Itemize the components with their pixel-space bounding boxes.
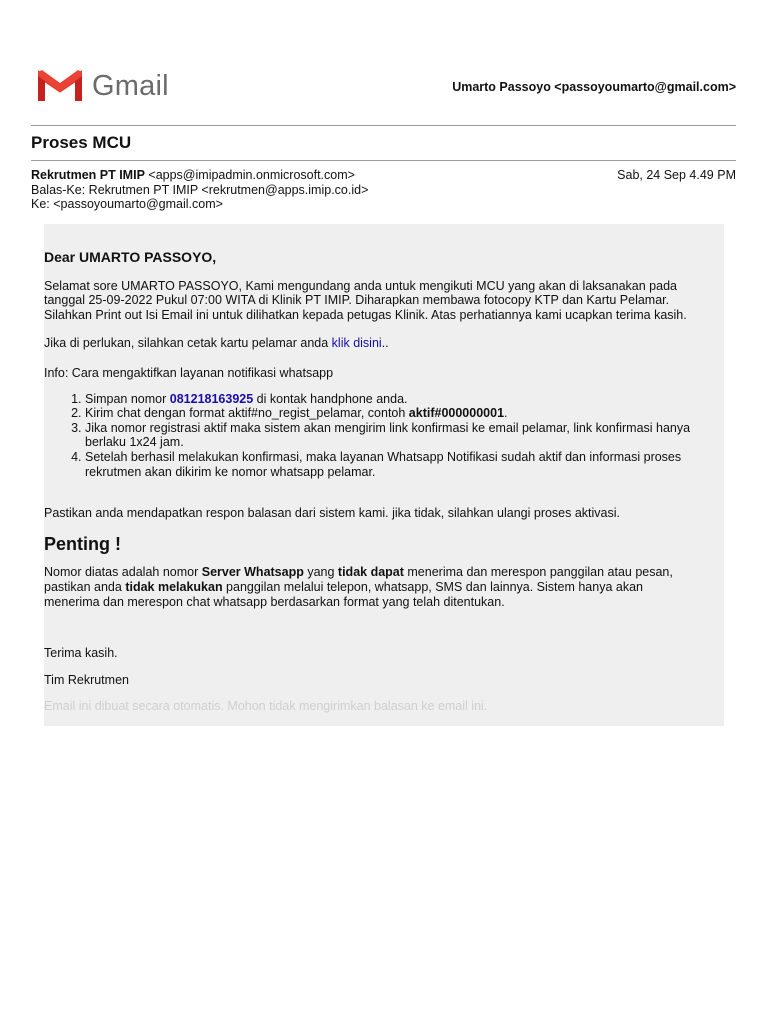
warning-text: yang [303, 565, 338, 580]
warning-bold: tidak dapat [337, 565, 404, 580]
paragraph-line: Selamat sore UMARTO PASSOYO, Kami mengundang anda untuk mengikuti MCU yang akan di laksanakan pada [44, 278, 677, 293]
step-text: Setelah berhasil melakukan konfirmasi, maka layanan Whatsapp Notifikasi sudah aktif dan informasi proses [85, 449, 682, 464]
activation-steps [44, 392, 724, 480]
gmail-wordmark: Gmail [92, 70, 169, 102]
step-item [85, 450, 724, 479]
paragraph-line: Silahkan Print out Isi Email ini untuk dilihatkan kepada petugas Klinik. Atas perhatiannya kami ucapkan terima kasih. [44, 307, 687, 322]
email-header [31, 168, 736, 212]
sender-address[interactable]: <apps@imipadmin.onmicrosoft.com> [148, 168, 355, 182]
step-text: rekrutmen akan dikirim ke nomor whatsapp pelamar. [85, 464, 376, 479]
email-body [44, 250, 724, 714]
step-item [85, 421, 724, 450]
step-text: . [504, 406, 508, 421]
divider [31, 125, 736, 126]
step-text: berlaku 1x24 jam. [85, 435, 184, 450]
step-text: Simpan nomor [85, 391, 170, 406]
email-date: Sab, 24 Sep 4.49 PM [617, 168, 736, 182]
warning-text: menerima dan merespon panggilan atau pesan, [403, 565, 673, 580]
step-item [85, 406, 724, 421]
step-text: Kirim chat dengan format aktif#no_regist_pelamar, contoh [85, 406, 409, 421]
sender-name[interactable]: Rekrutmen PT IMIP [31, 168, 145, 182]
signature: Tim Rekrutmen [44, 672, 129, 687]
print-card-text: Jika di perlukan, silahkan cetak kartu pelamar anda [44, 336, 332, 351]
recipient: Ke: <passoyoumarto@gmail.com> [31, 197, 223, 211]
print-card-suffix: .. [381, 336, 389, 351]
warning-paragraph [44, 565, 724, 609]
step-text: di kontak handphone anda. [253, 391, 408, 406]
gmail-logo[interactable] [38, 70, 169, 102]
whatsapp-number-link[interactable]: 081218163925 [169, 391, 254, 406]
warning-text: pastikan anda [44, 579, 126, 594]
divider [31, 160, 736, 161]
warning-text: panggilan melalui telepon, whatsapp, SMS dan lainnya. Sistem hanya akan [222, 579, 643, 594]
sender-row [31, 168, 736, 183]
email-subject: Proses MCU [31, 133, 132, 152]
step-item [85, 392, 724, 407]
greeting: Dear UMARTO PASSOYO, [44, 249, 217, 265]
print-card-line [44, 336, 724, 351]
auto-generated-note: Email ini dibuat secara otomatis. Mohon tidak mengirimkan balasan ke email ini. [44, 699, 488, 714]
warning-bold: tidak melakukan [125, 579, 223, 594]
confirm-note: Pastikan anda mendapatkan respon balasan dari sistem kami. jika tidak, silahkan ulangi proses aktivasi. [44, 506, 621, 521]
account-label: Umarto Passoyo <passoyoumarto@gmail.com> [452, 80, 736, 94]
gmail-m-icon [38, 70, 82, 102]
warning-text: menerima dan merespon chat whatsapp berdasarkan format yang telah ditentukan. [44, 594, 505, 609]
important-heading: Penting ! [44, 533, 121, 554]
paragraph-line: tanggal 25-09-2022 Pukul 07:00 WITA di Klinik PT IMIP. Diharapkan membawa fotocopy KTP dan Kartu Pelamar. [44, 293, 670, 308]
print-card-link[interactable]: klik disini [331, 336, 382, 351]
warning-bold: Server Whatsapp [201, 565, 304, 580]
invitation-paragraph [44, 279, 724, 323]
warning-text: Nomor diatas adalah nomor [44, 565, 202, 580]
step-text: Jika nomor registrasi aktif maka sistem akan mengirim link konfirmasi ke email pelamar, link konfirmasi hanya [85, 420, 691, 435]
info-heading: Info: Cara mengaktifkan layanan notifikasi whatsapp [44, 365, 334, 380]
example-code: aktif#000000001 [408, 406, 505, 421]
closing-thanks: Terima kasih. [44, 646, 118, 661]
reply-to: Balas-Ke: Rekrutmen PT IMIP <rekrutmen@apps.imip.co.id> [31, 182, 369, 197]
